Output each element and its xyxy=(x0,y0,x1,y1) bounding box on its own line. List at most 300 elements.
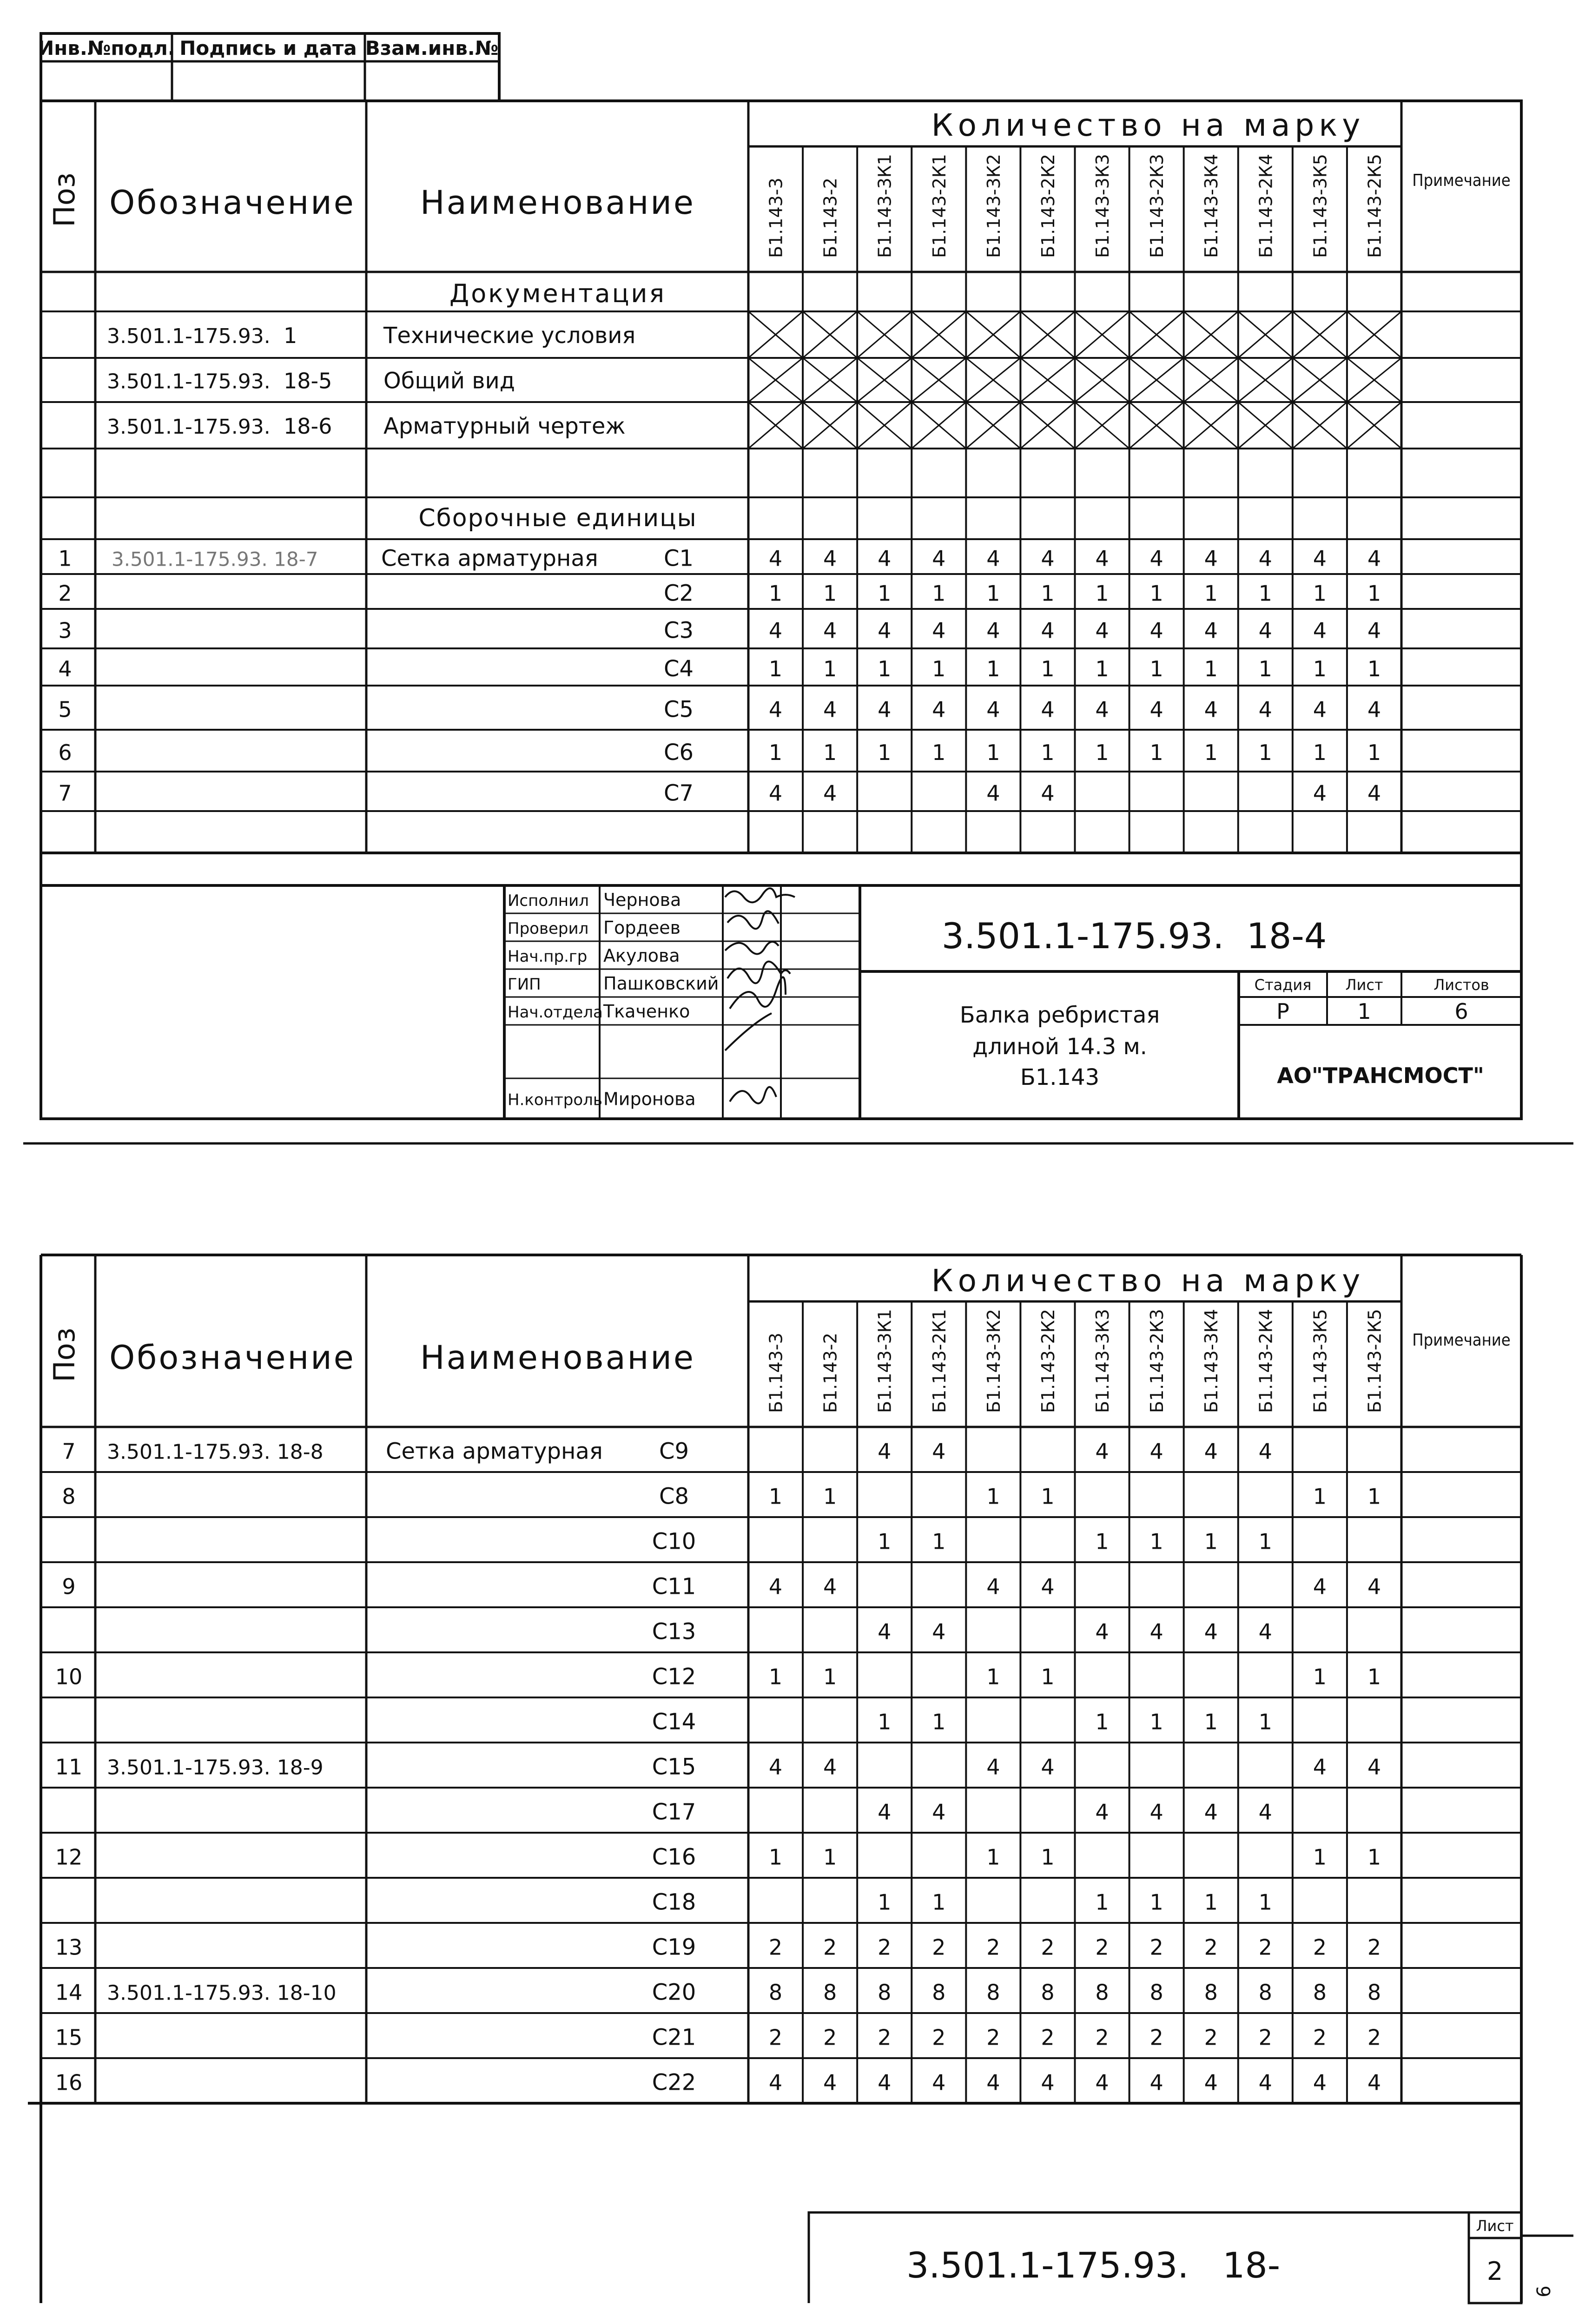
mark-column-label: Б1.143-3 xyxy=(766,1333,786,1413)
quantity-cell: 1 xyxy=(1041,656,1055,681)
organization: АО"ТРАНСМОСТ" xyxy=(1277,1063,1484,1088)
row-mark: С2 xyxy=(663,580,694,607)
footer-doc-code: 3.501.1-175.93. 18- xyxy=(906,2245,1281,2286)
quantity-cell: 4 xyxy=(878,1619,892,1644)
quantity-cell: 2 xyxy=(1149,1934,1163,1960)
doc-designation: 3.501.1-175.93. xyxy=(107,415,271,439)
quantity-cell: 2 xyxy=(878,2025,892,2050)
sheet2-table xyxy=(41,1439,1521,2096)
quantity-cell: 1 xyxy=(1367,1484,1381,1509)
quantity-cell: 4 xyxy=(1204,697,1218,722)
quantity-cell: 1 xyxy=(1313,581,1327,606)
mark-column-label: Б1.143-3К3 xyxy=(1092,154,1113,258)
mark-column-label: Б1.143-3К5 xyxy=(1310,1309,1331,1413)
stamp-inv-label: Инв.№подл. xyxy=(38,37,175,59)
quantity-cell: 1 xyxy=(1204,1709,1218,1735)
quantity-cell: 1 xyxy=(1367,1844,1381,1870)
quantity-cell: 4 xyxy=(1258,1439,1272,1464)
row-position: 14 xyxy=(55,1980,83,2005)
quantity-cell: 4 xyxy=(768,546,783,571)
quantity-cell: 4 xyxy=(1149,546,1163,571)
quantity-cell: 1 xyxy=(823,1664,837,1690)
quantity-cell: 1 xyxy=(1149,1709,1163,1735)
quantity-cell: 4 xyxy=(768,697,783,722)
sheet2-footer xyxy=(28,2103,1573,2303)
quantity-cell: 2 xyxy=(1149,2025,1163,2050)
quantity-cell: 2 xyxy=(878,1934,892,1960)
quantity-cell: 1 xyxy=(1149,581,1163,606)
row-designation: 3.501.1-175.93. 18-7 xyxy=(112,548,318,571)
quantity-cell: 4 xyxy=(878,697,892,722)
row-mark: С12 xyxy=(652,1664,696,1690)
mark-column-label: Б1.143-3К2 xyxy=(983,1309,1004,1413)
quantity-cell: 1 xyxy=(878,1529,892,1554)
quantity-cell: 1 xyxy=(1041,740,1055,765)
quantity-cell: 8 xyxy=(878,1980,892,2005)
footer-sheet-value: 2 xyxy=(1486,2257,1503,2286)
mark-column-label: Б1.143-2К4 xyxy=(1255,154,1276,258)
quantity-cell: 8 xyxy=(1258,1980,1272,2005)
quantity-cell: 4 xyxy=(1258,546,1272,571)
quantity-cell: 4 xyxy=(768,2070,783,2095)
quantity-cell: 1 xyxy=(986,1484,1000,1509)
quantity-cell: 4 xyxy=(932,1619,946,1644)
quantity-cell: 1 xyxy=(1258,581,1272,606)
quantity-cell: 2 xyxy=(932,1934,946,1960)
mark-column-label: Б1.143-3К4 xyxy=(1201,154,1222,258)
primechanie-header-2: Примечание xyxy=(1412,1331,1511,1350)
mark-column-label: Б1.143-2К5 xyxy=(1364,154,1385,258)
quantity-cell: 4 xyxy=(1041,1754,1055,1780)
mark-column-label: Б1.143-3К3 xyxy=(1092,1309,1113,1413)
quantity-cell: 4 xyxy=(1367,1754,1381,1780)
mark-column-label: Б1.143-2К4 xyxy=(1255,1309,1276,1413)
mark-column-label: Б1.143-2К3 xyxy=(1147,1309,1168,1413)
doc-number: 18-5 xyxy=(284,368,332,394)
quantity-cell: 4 xyxy=(1095,1619,1109,1644)
mark-column-label: Б1.143-3 xyxy=(766,178,786,258)
quantity-cell: 4 xyxy=(986,546,1000,571)
quantity-cell: 4 xyxy=(1204,618,1218,643)
quantity-cell: 1 xyxy=(823,1484,837,1509)
quantity-cell: 4 xyxy=(1204,2070,1218,2095)
quantity-cell: 1 xyxy=(1204,581,1218,606)
quantity-cell: 1 xyxy=(1258,740,1272,765)
quantity-cell: 8 xyxy=(1149,1980,1163,2005)
row-mark: С6 xyxy=(663,739,694,766)
mark-column-label: Б1.143-3К4 xyxy=(1201,1309,1222,1413)
mark-column-label: Б1.143-2К1 xyxy=(929,154,950,258)
title-line-2: длиной 14.3 м. xyxy=(972,1034,1147,1060)
quantity-cell: 1 xyxy=(768,740,783,765)
quantity-cell: 4 xyxy=(823,1574,837,1599)
quantity-cell: 1 xyxy=(1367,581,1381,606)
quantity-cell: 1 xyxy=(768,656,783,681)
quantity-cell: 1 xyxy=(986,656,1000,681)
quantity-cell: 4 xyxy=(1149,2070,1163,2095)
row-mark: С20 xyxy=(652,1979,696,2006)
quantity-cell: 4 xyxy=(878,618,892,643)
row-position: 7 xyxy=(58,780,72,806)
signer-role: Нач.пр.гр xyxy=(508,947,588,966)
quantity-cell: 1 xyxy=(768,1844,783,1870)
quantity-cell: 1 xyxy=(1095,740,1109,765)
quantity-cell: 4 xyxy=(1204,1619,1218,1644)
quantity-cell: 4 xyxy=(768,618,783,643)
quantity-cell: 4 xyxy=(1367,546,1381,571)
quantity-cell: 1 xyxy=(1041,1844,1055,1870)
mark-column-label: Б1.143-3К1 xyxy=(874,154,895,258)
naimenovanie-header-2: Наименование xyxy=(420,1339,695,1377)
quantity-cell: 4 xyxy=(1095,1799,1109,1825)
quantity-cell: 1 xyxy=(932,740,946,765)
row-mark: С21 xyxy=(652,2024,696,2051)
oboznachenie-header-2: Обозначение xyxy=(109,1339,356,1377)
row-position: 9 xyxy=(62,1574,76,1599)
quantity-cell: 1 xyxy=(1149,656,1163,681)
signatures xyxy=(725,888,795,1103)
row-mark: С18 xyxy=(652,1889,696,1915)
quantity-cell: 4 xyxy=(1258,2070,1272,2095)
quantity-cell: 1 xyxy=(823,1844,837,1870)
quantity-cell: 4 xyxy=(1095,697,1109,722)
doc-number: 1 xyxy=(284,323,297,348)
kolichestvo-header-2: Количество на марку xyxy=(931,1263,1365,1299)
quantity-cell: 1 xyxy=(1095,656,1109,681)
row-designation: 3.501.1-175.93. 18-9 xyxy=(107,1756,324,1780)
quantity-cell: 8 xyxy=(1041,1980,1055,2005)
section-documentation: Документация xyxy=(449,279,666,308)
quantity-cell: 4 xyxy=(878,1439,892,1464)
quantity-cell: 1 xyxy=(1041,1484,1055,1509)
quantity-cell: 4 xyxy=(986,618,1000,643)
row-position: 5 xyxy=(58,697,72,722)
quantity-cell: 8 xyxy=(1204,1980,1218,2005)
quantity-cell: 4 xyxy=(823,697,837,722)
quantity-cell: 1 xyxy=(1095,581,1109,606)
quantity-cell: 4 xyxy=(768,780,783,806)
quantity-cell: 1 xyxy=(932,1889,946,1915)
signer-name: Акулова xyxy=(603,945,680,966)
quantity-cell: 4 xyxy=(1313,780,1327,806)
quantity-cell: 4 xyxy=(1149,697,1163,722)
quantity-cell: 4 xyxy=(932,618,946,643)
quantity-cell: 4 xyxy=(823,780,837,806)
row-position: 16 xyxy=(55,2070,83,2095)
row-name: Сетка арматурная xyxy=(381,545,598,572)
quantity-cell: 4 xyxy=(986,1574,1000,1599)
title-line-1: Балка ребристая xyxy=(959,1002,1160,1028)
quantity-cell: 2 xyxy=(1313,2025,1327,2050)
quantity-cell: 2 xyxy=(1313,1934,1327,1960)
row-mark: С9 xyxy=(659,1438,689,1465)
quantity-cell: 1 xyxy=(878,1709,892,1735)
quantity-cell: 2 xyxy=(1204,1934,1218,1960)
quantity-cell: 4 xyxy=(823,546,837,571)
quantity-cell: 4 xyxy=(1367,697,1381,722)
row-position: 6 xyxy=(58,740,72,765)
quantity-cell: 4 xyxy=(1313,1754,1327,1780)
stage-label: Стадия xyxy=(1254,976,1312,994)
section-assemblies: Сборочные единицы xyxy=(418,504,697,532)
quantity-cell: 1 xyxy=(878,1889,892,1915)
quantity-cell: 2 xyxy=(1041,1934,1055,1960)
quantity-cell: 4 xyxy=(1149,1619,1163,1644)
doc-name: Арматурный чертеж xyxy=(383,413,626,439)
quantity-cell: 1 xyxy=(1313,656,1327,681)
quantity-cell: 1 xyxy=(1095,1889,1109,1915)
signer-role: Н.контроль xyxy=(508,1090,602,1109)
quantity-cell: 1 xyxy=(768,581,783,606)
quantity-cell: 1 xyxy=(986,1844,1000,1870)
row-position: 13 xyxy=(55,1934,83,1960)
quantity-cell: 2 xyxy=(768,2025,783,2050)
quantity-cell: 1 xyxy=(1313,1664,1327,1690)
row-position: 10 xyxy=(55,1664,83,1690)
quantity-cell: 4 xyxy=(1149,1439,1163,1464)
quantity-cell: 4 xyxy=(1041,2070,1055,2095)
quantity-cell: 4 xyxy=(1095,546,1109,571)
sheets-value: 6 xyxy=(1454,999,1468,1024)
quantity-cell: 1 xyxy=(1313,1844,1327,1870)
row-mark: С7 xyxy=(663,780,694,806)
row-mark: С15 xyxy=(652,1754,696,1780)
quantity-cell: 1 xyxy=(932,1529,946,1554)
quantity-cell: 1 xyxy=(986,581,1000,606)
sheet1-table xyxy=(41,279,1521,811)
quantity-cell: 1 xyxy=(1204,740,1218,765)
signer-role: ГИП xyxy=(508,975,541,994)
quantity-cell: 4 xyxy=(823,1754,837,1780)
doc-name: Общий вид xyxy=(383,368,515,394)
row-mark: С4 xyxy=(663,656,694,682)
quantity-cell: 4 xyxy=(1313,697,1327,722)
stage-value: Р xyxy=(1276,999,1289,1024)
row-mark: С10 xyxy=(652,1528,696,1555)
quantity-cell: 4 xyxy=(823,2070,837,2095)
quantity-cell: 2 xyxy=(768,1934,783,1960)
row-designation: 3.501.1-175.93. 18-8 xyxy=(107,1440,324,1464)
signer-role: Исполнил xyxy=(508,891,589,910)
quantity-cell: 1 xyxy=(986,1664,1000,1690)
quantity-cell: 1 xyxy=(1258,1709,1272,1735)
quantity-cell: 1 xyxy=(1149,740,1163,765)
quantity-cell: 4 xyxy=(1149,618,1163,643)
quantity-cell: 2 xyxy=(1258,2025,1272,2050)
row-position: 1 xyxy=(58,546,72,571)
signer-name: Гордеев xyxy=(603,918,680,938)
quantity-cell: 1 xyxy=(1041,1664,1055,1690)
quantity-cell: 8 xyxy=(986,1980,1000,2005)
footer-sheet-label: Лист xyxy=(1476,2217,1514,2235)
quantity-cell: 4 xyxy=(1258,697,1272,722)
mark-column-label: Б1.143-3К5 xyxy=(1310,154,1331,258)
signer-role: Нач.отдела xyxy=(508,1003,603,1022)
sheet1-title-block xyxy=(41,853,1521,1119)
quantity-cell: 4 xyxy=(878,546,892,571)
quantity-cell: 1 xyxy=(823,740,837,765)
mark-column-label: Б1.143-2К2 xyxy=(1037,154,1058,258)
quantity-cell: 8 xyxy=(823,1980,837,2005)
quantity-cell: 4 xyxy=(1367,780,1381,806)
quantity-cell: 2 xyxy=(1095,1934,1109,1960)
row-designation: 3.501.1-175.93. 18-10 xyxy=(107,1981,337,2005)
mark-column-label: Б1.143-3К2 xyxy=(983,154,1004,258)
quantity-cell: 8 xyxy=(1367,1980,1381,2005)
quantity-cell: 1 xyxy=(1258,656,1272,681)
quantity-cell: 1 xyxy=(932,581,946,606)
quantity-cell: 1 xyxy=(1204,1529,1218,1554)
stamp-sign-label: Подпись и дата xyxy=(179,37,357,59)
quantity-cell: 1 xyxy=(768,1664,783,1690)
quantity-cell: 2 xyxy=(823,2025,837,2050)
quantity-cell: 4 xyxy=(1095,618,1109,643)
quantity-cell: 1 xyxy=(878,581,892,606)
quantity-cell: 4 xyxy=(1204,546,1218,571)
quantity-cell: 4 xyxy=(768,1754,783,1780)
quantity-cell: 1 xyxy=(932,656,946,681)
signer-name: Пашковский xyxy=(603,973,719,994)
quantity-cell: 1 xyxy=(1367,740,1381,765)
quantity-cell: 4 xyxy=(1258,1799,1272,1825)
quantity-cell: 2 xyxy=(1367,2025,1381,2050)
quantity-cell: 1 xyxy=(986,740,1000,765)
quantity-cell: 1 xyxy=(878,656,892,681)
quantity-cell: 4 xyxy=(986,697,1000,722)
quantity-cell: 4 xyxy=(986,2070,1000,2095)
quantity-cell: 1 xyxy=(878,740,892,765)
title-line-3: Б1.143 xyxy=(1020,1064,1100,1090)
quantity-cell: 4 xyxy=(932,1799,946,1825)
quantity-cell: 4 xyxy=(1041,546,1055,571)
quantity-cell: 2 xyxy=(1258,1934,1272,1960)
quantity-cell: 4 xyxy=(1041,1574,1055,1599)
mark-column-label: Б1.143-2К5 xyxy=(1364,1309,1385,1413)
signer-name: Чернова xyxy=(603,890,681,910)
row-mark: С13 xyxy=(652,1618,696,1645)
quantity-cell: 4 xyxy=(1313,546,1327,571)
quantity-cell: 4 xyxy=(1367,2070,1381,2095)
quantity-cell: 4 xyxy=(878,1799,892,1825)
quantity-cell: 4 xyxy=(1313,618,1327,643)
quantity-cell: 4 xyxy=(823,618,837,643)
quantity-cell: 4 xyxy=(878,2070,892,2095)
page-number-corner: 6 xyxy=(1533,2285,1555,2298)
quantity-cell: 4 xyxy=(1204,1799,1218,1825)
mark-column-label: Б1.143-3К1 xyxy=(874,1309,895,1413)
sheet-label: Лист xyxy=(1345,976,1383,994)
row-position: 11 xyxy=(55,1754,83,1780)
quantity-cell: 2 xyxy=(1204,2025,1218,2050)
quantity-cell: 1 xyxy=(1204,656,1218,681)
quantity-cell: 8 xyxy=(932,1980,946,2005)
row-position: 2 xyxy=(58,581,72,606)
quantity-cell: 4 xyxy=(932,697,946,722)
quantity-cell: 4 xyxy=(1313,2070,1327,2095)
sheets-label: Листов xyxy=(1433,976,1489,994)
quantity-cell: 2 xyxy=(1041,2025,1055,2050)
quantity-cell: 2 xyxy=(986,1934,1000,1960)
mark-column-label: Б1.143-2 xyxy=(820,178,841,258)
quantity-cell: 4 xyxy=(986,780,1000,806)
quantity-cell: 1 xyxy=(1367,1664,1381,1690)
quantity-cell: 4 xyxy=(932,1439,946,1464)
row-mark: С1 xyxy=(663,545,694,572)
quantity-cell: 1 xyxy=(1041,581,1055,606)
quantity-cell: 1 xyxy=(1095,1529,1109,1554)
quantity-cell: 4 xyxy=(1041,780,1055,806)
quantity-cell: 4 xyxy=(1258,1619,1272,1644)
quantity-cell: 8 xyxy=(1313,1980,1327,2005)
quantity-cell: 4 xyxy=(1041,697,1055,722)
quantity-cell: 4 xyxy=(1095,1439,1109,1464)
quantity-cell: 1 xyxy=(1258,1889,1272,1915)
row-mark: С16 xyxy=(652,1844,696,1870)
naimenovanie-header: Наименование xyxy=(420,184,695,222)
mark-column-label: Б1.143-2К1 xyxy=(929,1309,950,1413)
stamp-replace-label: Взам.инв.№ xyxy=(365,37,499,59)
quantity-cell: 8 xyxy=(1095,1980,1109,2005)
doc-code: 3.501.1-175.93. 18-4 xyxy=(941,915,1327,957)
signer-role: Проверил xyxy=(508,919,589,938)
row-mark: С5 xyxy=(663,696,694,723)
quantity-cell: 4 xyxy=(986,1754,1000,1780)
row-name: Сетка арматурная xyxy=(386,1438,603,1465)
quantity-cell: 1 xyxy=(1149,1529,1163,1554)
row-mark: С11 xyxy=(652,1573,696,1600)
quantity-cell: 2 xyxy=(1367,1934,1381,1960)
quantity-cell: 2 xyxy=(986,2025,1000,2050)
quantity-cell: 1 xyxy=(932,1709,946,1735)
signer-name: Миронова xyxy=(603,1089,696,1109)
row-mark: С22 xyxy=(652,2069,696,2096)
oboznachenie-header: Обозначение xyxy=(109,184,356,222)
quantity-cell: 2 xyxy=(1095,2025,1109,2050)
row-mark: С17 xyxy=(652,1799,696,1825)
quantity-cell: 2 xyxy=(823,1934,837,1960)
quantity-cell: 4 xyxy=(1367,1574,1381,1599)
doc-designation: 3.501.1-175.93. xyxy=(107,324,271,348)
quantity-cell: 4 xyxy=(932,546,946,571)
quantity-cell: 1 xyxy=(1313,1484,1327,1509)
sheet-value: 1 xyxy=(1357,999,1371,1024)
quantity-cell: 4 xyxy=(1149,1799,1163,1825)
doc-number: 18-6 xyxy=(284,414,332,439)
quantity-cell: 4 xyxy=(932,2070,946,2095)
row-position: 7 xyxy=(62,1439,76,1464)
row-mark: С19 xyxy=(652,1934,696,1961)
row-mark: С14 xyxy=(652,1709,696,1735)
quantity-cell: 1 xyxy=(1095,1709,1109,1735)
archive-stamp xyxy=(38,33,499,101)
quantity-cell: 1 xyxy=(1313,740,1327,765)
quantity-cell: 4 xyxy=(1095,2070,1109,2095)
quantity-cell: 4 xyxy=(1313,1574,1327,1599)
poz-header: Поз xyxy=(47,172,81,227)
quantity-cell: 1 xyxy=(823,581,837,606)
quantity-cell: 1 xyxy=(1258,1529,1272,1554)
doc-designation: 3.501.1-175.93. xyxy=(107,370,271,394)
quantity-cell: 8 xyxy=(768,1980,783,2005)
mark-column-label: Б1.143-2К2 xyxy=(1037,1309,1058,1413)
poz-header-2: Поз xyxy=(47,1327,81,1382)
row-position: 8 xyxy=(62,1484,76,1509)
signer-name: Ткаченко xyxy=(603,1001,690,1022)
kolichestvo-header: Количество на марку xyxy=(931,107,1365,143)
quantity-cell: 4 xyxy=(1258,618,1272,643)
quantity-cell: 1 xyxy=(768,1484,783,1509)
primechanie-header: Примечание xyxy=(1412,171,1511,190)
